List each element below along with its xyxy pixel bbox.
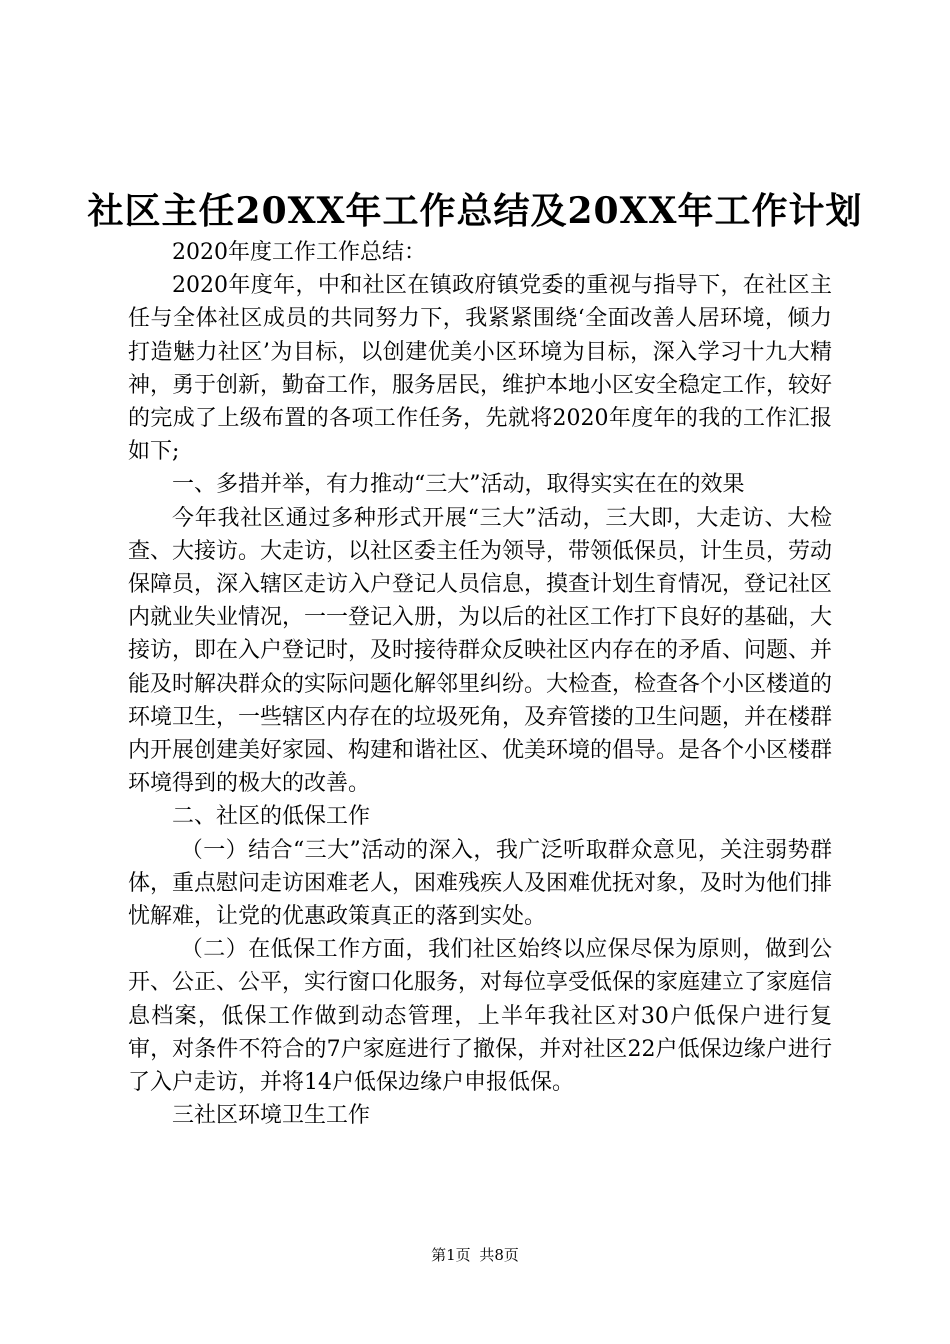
- paragraph-section-one-heading: 一、多措并举，有力推动“三大”活动，取得实实在在的效果: [172, 472, 745, 498]
- paragraph-intro: 2020年度年，中和社区在镇政府镇党委的重视与指导下，在社区主任与全体社区成员的共同努力下，我紧紧围绕‘全面改善人居环境，倾力打造魅力社区’为目标，以创建优美小区环境为目标，深入学习十九大精神，勇于创新，勤奋工作，服务居民，维护本地小区安全稳定工作，较好的完成了上级布置的各项工作任务，先就将2020年度年的我的工作汇报如下;: [128, 273, 833, 465]
- paragraph-section-two-item-one: （一）结合“三大”活动的深入，我广泛听取群众意见，关注弱势群体，重点慰问走访困难老人，困难残疾人及困难优抚对象，及时为他们排忧解难，让党的优惠政策真正的落到实处。: [128, 837, 833, 930]
- document-body: [128, 236, 832, 1132]
- page-total: 共8页: [479, 1246, 519, 1264]
- paragraph-summary-heading: 2020年度工作工作总结：: [172, 240, 426, 265]
- paragraph-section-two-item-two: （二）在低保工作方面，我们社区始终以应保尽保为原则，做到公开、公正、公平，实行窗口化服务，对每位享受低保的家庭建立了家庭信息档案，低保工作做到动态管理，上半年我社区对30户低保户进行复审，对条件不符合的7户家庭进行了撤保，并对社区22户低保边缘户进行了入户走访，并将14户低保边缘户申报低保。: [128, 937, 833, 1096]
- page-number: 第1页: [431, 1246, 471, 1264]
- paragraph-section-two-heading: 二、社区的低保工作: [172, 804, 371, 830]
- paragraph-section-three-heading: 三社区环境卫生工作: [172, 1103, 371, 1129]
- document-title: 社区主任20XX年工作总结及20XX年工作计划: [87, 190, 863, 232]
- paragraph-section-one-body: 今年我社区通过多种形式开展“三大”活动，三大即，大走访、大检查、大接访。大走访，以社区委主任为领导，带领低保员，计生员，劳动保障员，深入辖区走访入户登记人员信息，摸查计划生育情况，登记社区内就业失业情况，一一登记入册，为以后的社区工作打下良好的基础，大接访，即在入户登记时，及时接待群众反映社区内存在的矛盾、问题、并能及时解决群众的实际问题化解邻里纠纷。大检查，检查各个小区楼道的环境卫生，一些辖区内存在的垃圾死角，及弃管搂的卫生问题，并在楼群内开展创建美好家园、构建和谐社区、优美环境的倡导。是各个小区楼群环境得到的极大的改善。: [128, 505, 833, 797]
- page-footer: [0, 1245, 950, 1265]
